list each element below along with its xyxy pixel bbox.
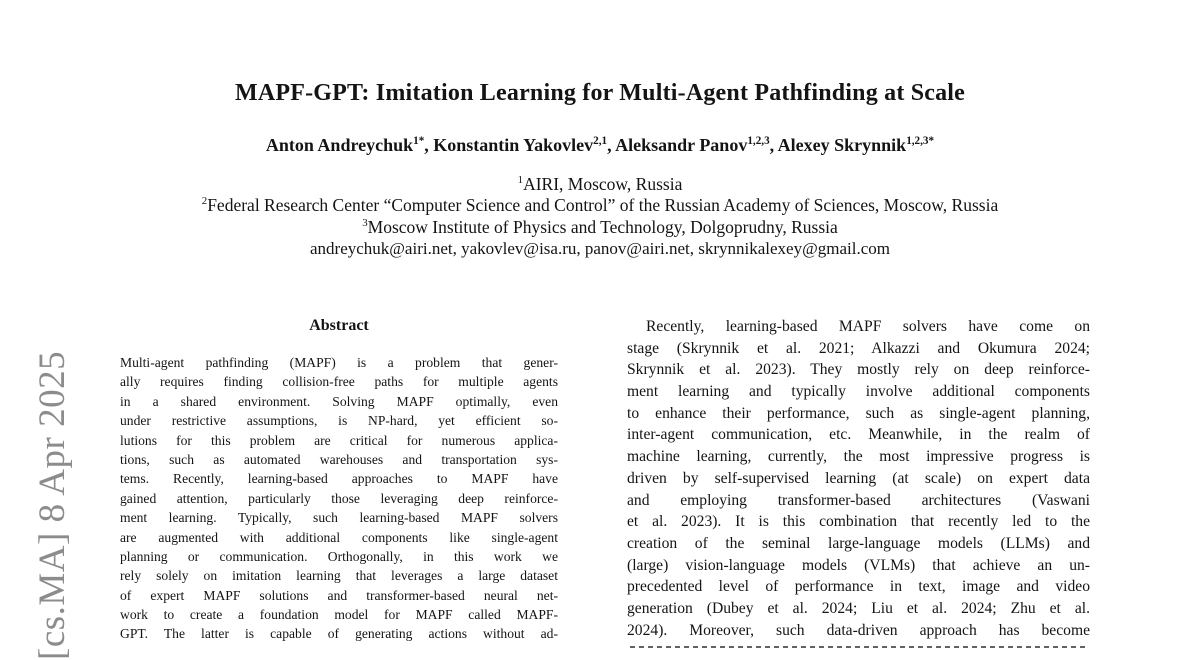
author-name: Konstantin Yakovlev xyxy=(433,135,594,155)
author-affiliation-superscript: 1,2,3 xyxy=(747,135,770,147)
author-name: Anton Andreychuk xyxy=(265,135,414,155)
abstract-text-line: tems. Recently, learning-based approaches to MAPF have xyxy=(120,471,558,487)
abstract-text-line: gained attention, particularly those leveraging deep reinforce- xyxy=(120,490,558,506)
abstract-text-line: are augmented with additional components like single-agent xyxy=(120,529,558,545)
affiliation-text: Moscow Institute of Physics and Technology, Dolgoprudny, Russia xyxy=(367,216,838,237)
affiliation-superscript: 2 xyxy=(201,195,208,208)
introduction-text-line: to enhance their performance, such as single-agent planning, xyxy=(627,404,1090,422)
affiliation-superscript: 1 xyxy=(517,174,524,187)
introduction-text-line: stage (Skrynnik et al. 2021; Alkazzi and Okumura 2024; xyxy=(627,339,1090,357)
abstract-text-line: ment learning. Typically, such learning-based MAPF solvers xyxy=(120,510,558,526)
introduction-text-line: driven by self-supervised learning (at scale) on expert data xyxy=(627,469,1090,487)
author-separator: , xyxy=(769,135,778,155)
author-separator: , xyxy=(424,135,434,155)
introduction-text-line: Skrynnik et al. 2023). They mostly rely on deep reinforce- xyxy=(627,361,1090,379)
arxiv-watermark: [cs.MA] 8 Apr 2025 xyxy=(32,350,73,660)
affiliation-text: AIRI, Moscow, Russia xyxy=(523,174,683,194)
author xyxy=(778,135,934,155)
author xyxy=(433,135,615,155)
author-name: Aleksandr Panov xyxy=(615,135,748,155)
page-title: MAPF-GPT: Imitation Learning for Multi-Agent Pathfinding at Scale xyxy=(234,80,966,106)
introduction-text-line: generation (Dubey et al. 2024; Liu et al. 2024; Zhu et al. xyxy=(627,599,1090,617)
introduction-text-line: machine learning, currently, the most impressive progress is xyxy=(627,448,1090,466)
author xyxy=(615,135,778,155)
abstract-text xyxy=(120,353,558,644)
author-name: Alexey Skrynnik xyxy=(777,135,907,155)
introduction-text-line: (large) vision-language models (VLMs) that achieve an un- xyxy=(627,556,1090,574)
introduction-text-line: creation of the seminal large-language models (LLMs) and xyxy=(627,534,1090,552)
affiliation-line xyxy=(0,195,1200,216)
introduction-text-line: ment learning and typically involve additional components xyxy=(627,383,1090,401)
introduction-text-line: Recently, learning-based MAPF solvers have come on xyxy=(646,318,1090,335)
abstract-text-line: ally requires finding collision-free paths for multiple agents xyxy=(120,374,558,390)
affiliation-line xyxy=(0,217,1200,238)
abstract-text-line: Multi-agent pathfinding (MAPF) is a problem that gener- xyxy=(120,355,558,370)
authors-line xyxy=(0,135,1200,156)
author-emails: andreychuk@airi.net, yakovlev@isa.ru, panov@airi.net, skrynnikalexey@gmail.com xyxy=(309,239,890,259)
abstract-text-line: in a shared environment. Solving MAPF optimally, even xyxy=(120,393,558,409)
introduction-text-line: inter-agent communication, etc. Meanwhile, in the realm of xyxy=(627,426,1090,444)
abstract-heading: Abstract xyxy=(309,317,369,334)
affiliation-lines xyxy=(0,174,1200,238)
abstract-text-line: work to create a foundation model for MAPF called MAPF- xyxy=(120,607,558,623)
author-affiliation-superscript: 1* xyxy=(413,135,425,147)
introduction-text-line: 2024). Moreover, such data-driven approach has become xyxy=(627,621,1090,639)
affiliations-block xyxy=(0,174,1200,260)
introduction-text-line: and employing transformer-based architectures (Vaswani xyxy=(627,491,1090,509)
author xyxy=(266,135,433,155)
affiliation-superscript: 3 xyxy=(362,216,368,229)
author-affiliation-superscript: 2,1 xyxy=(593,135,608,147)
affiliation-text: Federal Research Center “Computer Science and Control” of the Russian Academy of Sciences, Moscow, Russia xyxy=(207,195,999,216)
abstract-text-line: of expert MAPF solutions and transformer-based neural net- xyxy=(120,587,558,603)
introduction-text-line: et al. 2023). It is this combination that recently led to the xyxy=(627,513,1090,531)
affiliation-line xyxy=(0,174,1200,195)
abstract-text-line: tions, such as automated warehouses and transportation sys- xyxy=(120,451,558,467)
author-affiliation-superscript: 1,2,3* xyxy=(906,135,935,147)
introduction-text xyxy=(627,316,1090,641)
author-separator: , xyxy=(607,135,616,155)
abstract-text-line: under restrictive assumptions, is NP-hard, yet efficient so- xyxy=(120,413,558,429)
abstract-text-line: rely solely on imitation learning that leverages a large dataset xyxy=(120,568,558,584)
abstract-text-line: GPT. The latter is capable of generating actions without ad- xyxy=(120,626,558,642)
abstract-text-line: lutions for this problem are critical for numerous applica- xyxy=(120,432,558,448)
introduction-text-line: precedented level of performance in text, image and video xyxy=(627,578,1090,596)
abstract-text-line: planning or communication. Orthogonally, in this work we xyxy=(120,548,558,564)
